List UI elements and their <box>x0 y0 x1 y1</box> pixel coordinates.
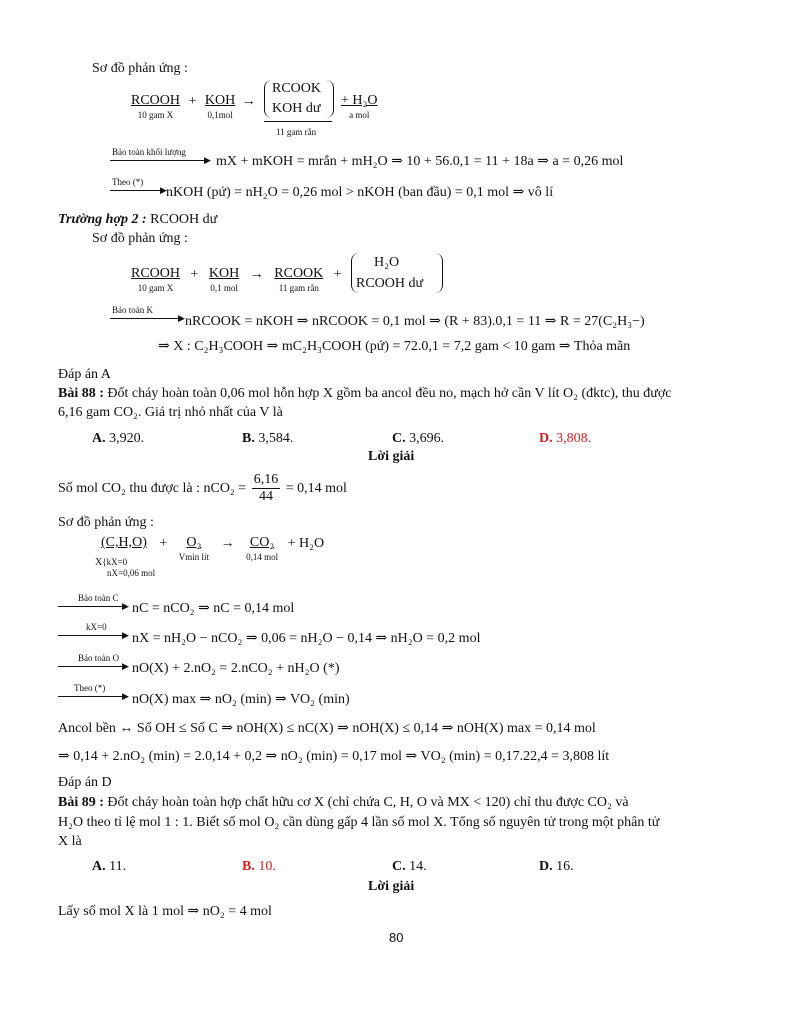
brace-h2o: H₂O <box>374 255 400 270</box>
page-number: 80 <box>389 930 404 945</box>
answer-a: Đáp án A <box>58 367 111 382</box>
scheme-3: (C,H,O) + O₂ Vmin lít → CO₂ 0,14 mol + H₂O <box>101 535 325 562</box>
scheme-heading-3: Sơ đồ phản ứng : <box>58 515 154 530</box>
bai89-opt-a: A. 11. <box>92 859 127 874</box>
bai88-text2: 6,16 gam CO₂. Giá trị nhỏ nhất của V là <box>58 405 283 420</box>
bai89-text1: Bài 89 : Đốt cháy hoàn toàn hợp chất hữu cơ X (chỉ chứa C, H, O và MX < 120) chỉ thu được CO₂ và <box>58 795 629 810</box>
bai88-opt-b: B. 3,584. <box>242 431 294 446</box>
eq-4: ⇒ X : C₂H₃COOH ⇒ mC₂H₃COOH (pứ) = 72.0,1 = 7,2 gam < 10 gam ⇒ Thỏa mãn <box>158 339 631 354</box>
bai88-solution: Lời giải <box>368 449 415 464</box>
eq-3: nRCOOK = nKOH ⇒ nRCOOK = 0,1 mol ⇒ (R + 83).0,1 = 11 ⇒ R = 27(C₂H₃−) <box>185 314 645 329</box>
scheme-2: RCOOH 10 gam X + KOH 0,1 mol → RCOOK 11 gam rắn + <box>131 266 342 293</box>
answer-d: Đáp án D <box>58 775 112 790</box>
eq-5: nC = nCO₂ ⇒ nC = 0,14 mol <box>132 601 295 616</box>
bai88-opt-d: D. 3,808. <box>539 431 592 446</box>
eq-10: ⇒ 0,14 + 2.nO₂ (min) = 2.0,14 + 0,2 ⇒ nO₂ (min) = 0,17 mol ⇒ VO₂ (min) = 0,17.22,4 = 3,808 lít <box>58 749 610 764</box>
case-2: Trường hợp 2 : RCOOH dư <box>58 212 218 227</box>
fraction: $\frac{6,16}{44}$ <box>253 472 279 505</box>
eq-1: mX + mKOH = mrắn + mH₂O ⇒ 10 + 56.0,1 = 11 + 18a ⇒ a = 0,26 mol <box>216 154 624 169</box>
bai89-solution: Lời giải <box>368 879 415 894</box>
bai89-opt-c: C. 14. <box>392 859 427 874</box>
eq-7: nO(X) + 2.nO₂ = 2.nCO₂ + nH₂O (*) <box>132 661 340 676</box>
eq-6: nX = nH₂O − nCO₂ ⇒ 0,06 = nH₂O − 0,14 ⇒ nH₂O = 0,2 mol <box>132 631 481 646</box>
scheme-heading-1: Sơ đồ phản ứng : <box>92 61 188 76</box>
reactant-rcooh: RCOOH 10 gam X <box>131 93 181 120</box>
bai88-text1: Bài 88 : Đốt cháy hoàn toàn 0,06 mol hỗn hợp X gồm ba ancol đều no, mạch hở cần V lít O₂ (đktc), thu được <box>58 386 672 401</box>
scheme-heading-2: Sơ đồ phản ứng : <box>92 231 188 246</box>
bai89-text2: H₂O theo tỉ lệ mol 1 : 1. Biết số mol O₂ cần dùng gấp 4 lần số mol X. Tổng số nguyên tử trong một phân tử <box>58 815 660 830</box>
x-conditions: X{kX=0 nX=0,06 mol <box>95 557 156 578</box>
reactant-koh: KOH 0,1mol <box>204 93 236 120</box>
brace-rcooh-du: RCOOH dư <box>356 276 424 291</box>
underbrace <box>264 121 332 122</box>
product-koh-du: KOH dư <box>272 101 321 116</box>
bai89-text3: X là <box>58 834 82 849</box>
eq-9: Ancol bền ↔ Số OH ≤ Số C ⇒ nOH(X) ≤ nC(X) ⇒ nOH(X) ≤ 0,14 ⇒ nOH(X) max = 0,14 mol <box>58 721 596 736</box>
scheme-1: RCOOH 10 gam X + KOH 0,1mol → <box>131 93 256 120</box>
eq-8: nO(X) max ⇒ nO₂ (min) ⇒ VO₂ (min) <box>132 692 350 707</box>
eq-2: nKOH (pứ) = nH₂O = 0,26 mol > nKOH (ban đầu) = 0,1 mol ⇒ vô lí <box>166 185 554 200</box>
bai88-opt-a: A. 3,920. <box>92 431 145 446</box>
bai89-opt-d: D. 16. <box>539 859 574 874</box>
product-sub: 11 gam rắn <box>276 127 317 137</box>
mol-co2: Số mol CO₂ thu được là : nCO₂ = $\frac{6,16}{44}$ = 0,14 mol <box>58 472 347 505</box>
bai89-last: Lấy số mol X là 1 mol ⇒ nO₂ = 4 mol <box>58 904 272 919</box>
bai89-opt-b: B. 10. <box>242 859 276 874</box>
bai88-opt-c: C. 3,696. <box>392 431 445 446</box>
product-rcook: RCOOK <box>272 81 322 96</box>
h2o-1: + H₂O a mol <box>341 93 378 120</box>
